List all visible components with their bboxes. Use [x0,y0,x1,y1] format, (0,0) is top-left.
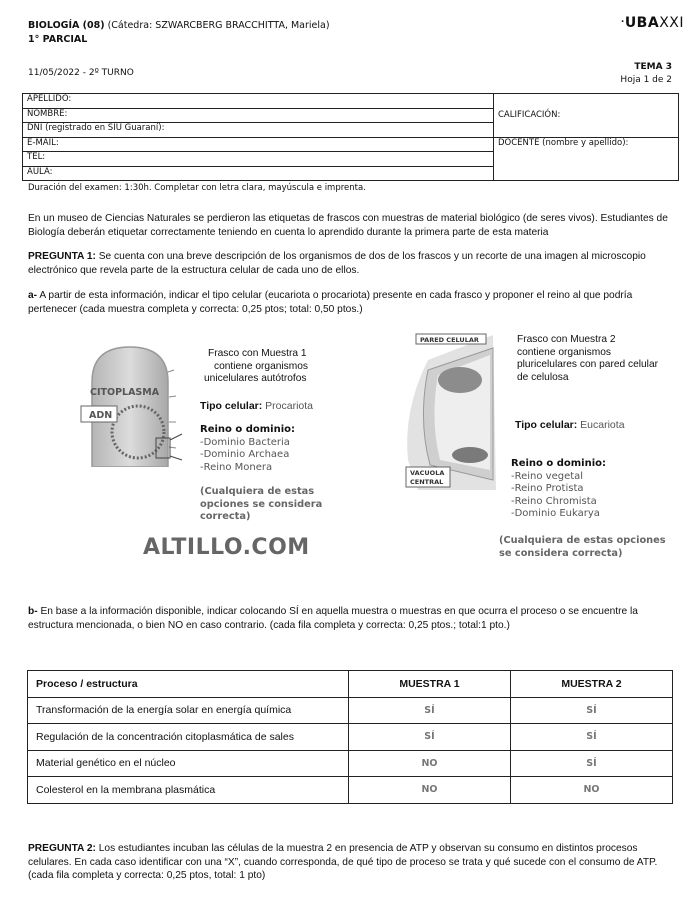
muestra-1-desc-1: Frasco con Muestra 1 [208,348,307,359]
uba-xxi-logo: .UBAXXI [620,15,684,31]
muestra-2-note [499,535,666,560]
muestra-2-tipo-label: Tipo celular: [515,419,578,431]
field-tel[interactable]: TEL: [23,152,494,167]
question-2-text: Los estudiantes incuban las células de la muestra 2 en presencia de ATP y observan su consumo en distintos procesos celulares. En cada caso identificar con una “X”, cuando corresponda, de qué tipo de proceso se trata y qué sucede con el consumo de ATP. (cada fila completa y correcta: 0,25 ptos, total: 1 pto) [28,843,658,881]
watermark: ALTILLO.COM [143,535,310,560]
exam-header [28,19,330,47]
question-2-label: PREGUNTA 2: [28,843,96,854]
header-proceso: Proceso / estructura [28,671,349,698]
cell-wall-label: PARED CELULAR [420,336,479,344]
eukaryote-cell-image [398,330,498,490]
muestra-1-tipo-label: Tipo celular: [200,399,263,412]
field-dni[interactable]: DNI (registrado en SIU Guaraní): [23,123,494,138]
part-b-label: b- [28,606,38,617]
cytoplasm-label: CITOPLASMA [90,387,160,398]
muestra-1-block [200,348,322,524]
subject-title: BIOLOGÍA (08) [28,20,105,31]
muestra-1-desc-3: unicelulares autótrofos [204,373,307,384]
muestra-2-note-2: se considera correcta) [499,547,623,559]
table-row [28,750,673,777]
muestra-2-reino-opt-4: -Dominio Eukarya [511,508,600,519]
muestra-2-reino-opt-2: -Reino Protista [511,483,584,494]
prokaryote-cell-image [70,342,190,472]
muestra-2-desc-1: Frasco con Muestra 2 [517,334,616,345]
muestra-2-desc-4: de celulosa [517,371,569,383]
table-row [28,777,673,804]
row-m2-answer[interactable]: SÍ [511,697,673,724]
vacuole-label: VACUOLA [410,469,445,477]
central-label: CENTRAL [410,478,444,486]
muestra-2-tipo-value: Eucariota [580,419,625,431]
row-m2-answer[interactable]: SÍ [511,750,673,777]
muestra-1-note-2: opciones se considera [200,498,323,510]
row-m2-answer[interactable]: NO [511,777,673,804]
row-process: Colesterol en la membrana plasmática [28,777,349,804]
muestra-1-note-1: (Cualquiera de estas [200,486,315,497]
row-process: Transformación de la energía solar en energía química [28,697,349,724]
muestra-2-reino [511,458,606,521]
student-id-table [22,93,679,181]
muestra-2-reino-opt-3: -Reino Chromista [511,495,597,507]
field-nombre[interactable]: NOMBRE: [23,108,494,123]
muestra-1-reino-opt-2: -Dominio Archaea [200,449,290,460]
muestra-1-reino-opt-1: -Dominio Bacteria [200,436,290,448]
muestra-1-reino-opt-3: -Reino Monera [200,461,273,473]
duration-note: Duración del examen: 1:30h. Completar con letra clara, mayúscula e imprenta. [28,183,366,193]
question-2 [28,842,678,883]
tema-label: TEMA 3 [634,62,672,72]
header-muestra-2: MUESTRA 2 [511,671,673,698]
muestra-2-tipo [515,419,625,431]
part-a [28,289,678,316]
part-a-label: a- [28,290,38,301]
table-row [28,697,673,724]
field-email[interactable]: E-MAIL: [23,137,494,152]
part-b-text: En base a la información disponible, indicar colocando SÍ en aquella muestra o muestras en que ocurra el proceso o se encuentre la estructura mencionada, o bien NO en caso contrario. (cada fila completa y correcta: 0,25 ptos.; total:1 pto.) [28,606,638,631]
field-aula[interactable]: AULA: [23,166,494,181]
part-a-text: A partir de esta información, indicar el tipo celular (eucariota o procariota) presente en cada frasco y proponer el reino al que podría pertenecer (cada muestra completa y correcta: 0,25 ptos; total: 0,50 ptos.) [28,290,633,315]
field-docente[interactable]: DOCENTE (nombre y apellido): [494,137,679,181]
row-m1-answer[interactable]: NO [349,750,511,777]
question-1 [28,250,678,277]
row-m2-answer[interactable]: SÍ [511,724,673,751]
dna-label: ADN [89,410,113,421]
catedra: (Cátedra: SZWARCBERG BRACCHITTA, Mariela) [107,20,330,31]
row-process: Regulación de la concentración citoplasmática de sales [28,724,349,751]
table-header-row [28,671,673,698]
process-table [27,670,673,804]
tema-block [620,61,672,87]
exam-date: 11/05/2022 - 2º TURNO [28,68,134,78]
muestra-1-reino-label: Reino o dominio: [200,424,296,435]
exam-name: 1° PARCIAL [28,34,88,45]
row-m1-answer[interactable]: SÍ [349,697,511,724]
page-count: Hoja 1 de 2 [620,75,672,85]
field-apellido[interactable]: APELLIDO: [23,94,494,109]
muestra-1-tipo-value: Procariota [265,399,314,412]
muestra-2-desc-3: pluricelulares con pared celular [517,359,659,370]
question-1-label: PREGUNTA 1: [28,251,96,262]
row-m1-answer[interactable]: NO [349,777,511,804]
row-m1-answer[interactable]: SÍ [349,724,511,751]
muestra-2-block [517,334,658,384]
muestra-2-note-1: (Cualquiera de estas opciones [499,535,666,546]
part-b [28,605,678,632]
header-muestra-1: MUESTRA 1 [349,671,511,698]
field-calificacion[interactable]: CALIFICACIÓN: [494,94,679,138]
question-1-text: Se cuenta con una breve descripción de los organismos de dos de los frascos y un recorte de una imagen al microscopio electrónico que revela parte de la estructura celular de cada uno de ellos. [28,251,646,276]
row-process: Material genético en el núcleo [28,750,349,777]
muestra-2-reino-opt-1: -Reino vegetal [511,470,584,482]
table-row [28,724,673,751]
muestra-1-desc-2: contiene organismos [214,360,309,372]
logo-suffix: XXI [659,15,684,31]
muestra-2-desc-2: contiene organismos [517,346,612,358]
intro-paragraph: En un museo de Ciencias Naturales se perdieron las etiquetas de frascos con muestras de material biológico (de seres vivos). Estudiantes de Biología deberán etiquetar correctamente teniendo en cuenta lo aprendido durante la primera parte de esta materia [28,213,668,238]
muestra-2-reino-label: Reino o dominio: [511,458,607,469]
muestra-1-note-3: correcta) [200,511,251,522]
logo-main: UBA [624,15,660,31]
